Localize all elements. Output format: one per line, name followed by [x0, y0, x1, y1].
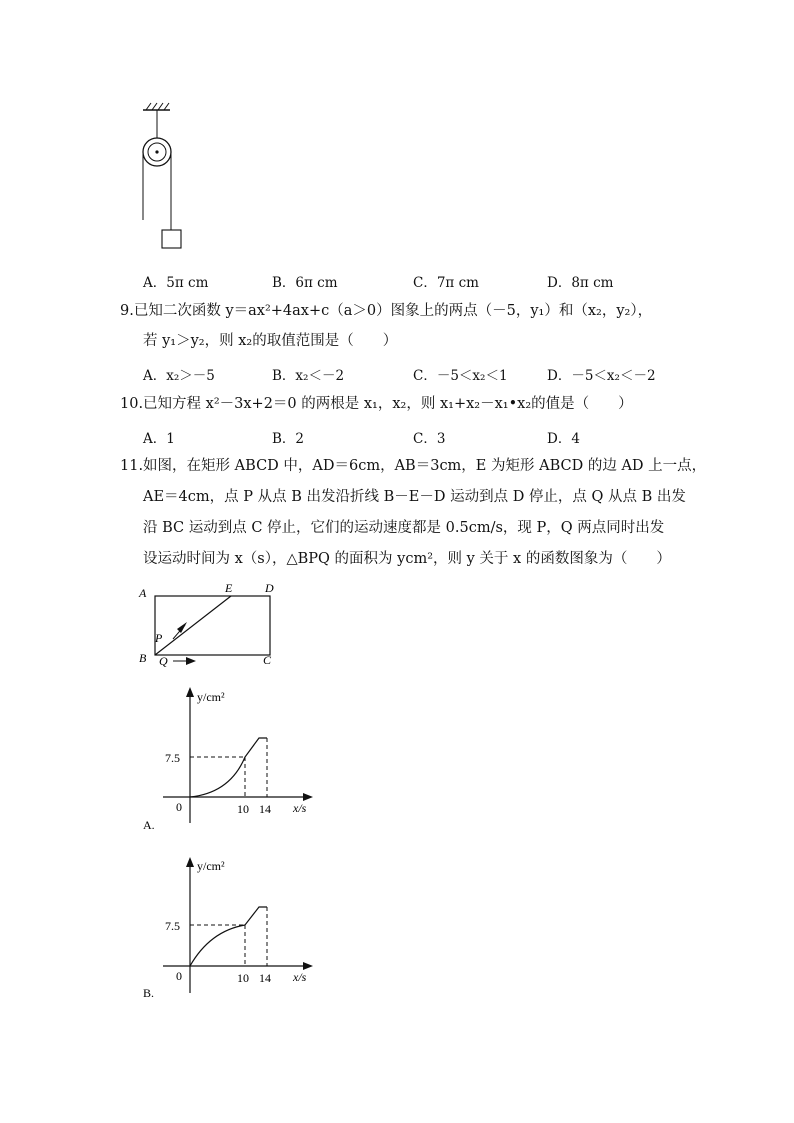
- graph-a-xlabel: x/s: [293, 801, 307, 815]
- pulley-figure: [130, 100, 200, 255]
- label-p: P: [155, 631, 163, 645]
- q9-option-c: C．－5＜x₂＜1: [413, 368, 508, 384]
- q11-stem-line4: 设运动时间为 x（s），△BPQ 的面积为 ycm²，则 y 关于 x 的函数图象为（ ）: [143, 551, 671, 567]
- q8-option-c: C．7π cm: [413, 275, 479, 291]
- q8-option-d: D．8π cm: [547, 275, 614, 291]
- graph-a-option-label: A.: [143, 818, 155, 832]
- q8-option-a: A．5π cm: [143, 275, 209, 291]
- graph-option-b: [135, 853, 325, 1003]
- label-q: Q: [159, 654, 168, 668]
- q9-stem-line2: 若 y₁＞y₂，则 x₂的取值范围是（ ）: [143, 333, 398, 349]
- graph-a-ylabel: y/cm²: [197, 690, 225, 704]
- graph-b-ylabel: y/cm²: [197, 859, 225, 873]
- label-e: E: [225, 581, 233, 595]
- q10-option-a: A．1: [143, 431, 175, 447]
- graph-b-xtick-14: 14: [259, 971, 271, 985]
- graph-b-xtick-10: 10: [237, 971, 249, 985]
- graph-a-ytick: 7.5: [165, 751, 180, 765]
- q10-stem: 10.已知方程 x²－3x+2＝0 的两根是 x₁，x₂，则 x₁+x₂－x₁•x₂的值是（ ）: [120, 396, 633, 412]
- q11-stem-line1: 11.如图，在矩形 ABCD 中，AD＝6cm，AB＝3cm，E 为矩形 ABCD 的边 AD 上一点，: [120, 458, 707, 474]
- q9-option-d: D．－5＜x₂＜－2: [547, 368, 656, 384]
- q10-option-d: D．4: [547, 431, 580, 447]
- q9-option-a: A．x₂＞－5: [143, 368, 215, 384]
- q9-stem-line1: 9.已知二次函数 y＝ax²+4ax+c（a＞0）图象上的两点（－5，y₁）和（x₂，y₂），: [120, 303, 653, 319]
- q10-option-c: C．3: [413, 431, 446, 447]
- graph-a-xtick-14: 14: [259, 802, 271, 816]
- label-d: D: [265, 581, 274, 595]
- q9-option-b: B．x₂＜－2: [272, 368, 345, 384]
- graph-option-a: [135, 685, 325, 835]
- graph-b-origin: 0: [176, 969, 182, 983]
- label-b: B: [139, 651, 147, 665]
- graph-a-origin: 0: [176, 800, 182, 814]
- rectangle-figure: [135, 580, 285, 670]
- graph-b-option-label: B.: [143, 986, 155, 1000]
- label-a: A: [139, 586, 147, 600]
- graph-b-xlabel: x/s: [293, 970, 307, 984]
- q11-stem-line2: AE＝4cm，点 P 从点 B 出发沿折线 B－E－D 运动到点 D 停止，点 Q 从点 B 出发: [143, 489, 686, 505]
- q11-stem-line3: 沿 BC 运动到点 C 停止，它们的运动速度都是 0.5cm/s，现 P，Q 两点同时出发: [143, 520, 665, 536]
- q8-option-b: B．6π cm: [272, 275, 338, 291]
- graph-a-xtick-10: 10: [237, 802, 249, 816]
- label-c: C: [263, 653, 272, 667]
- graph-b-ytick: 7.5: [165, 919, 180, 933]
- q10-option-b: B．2: [272, 431, 305, 447]
